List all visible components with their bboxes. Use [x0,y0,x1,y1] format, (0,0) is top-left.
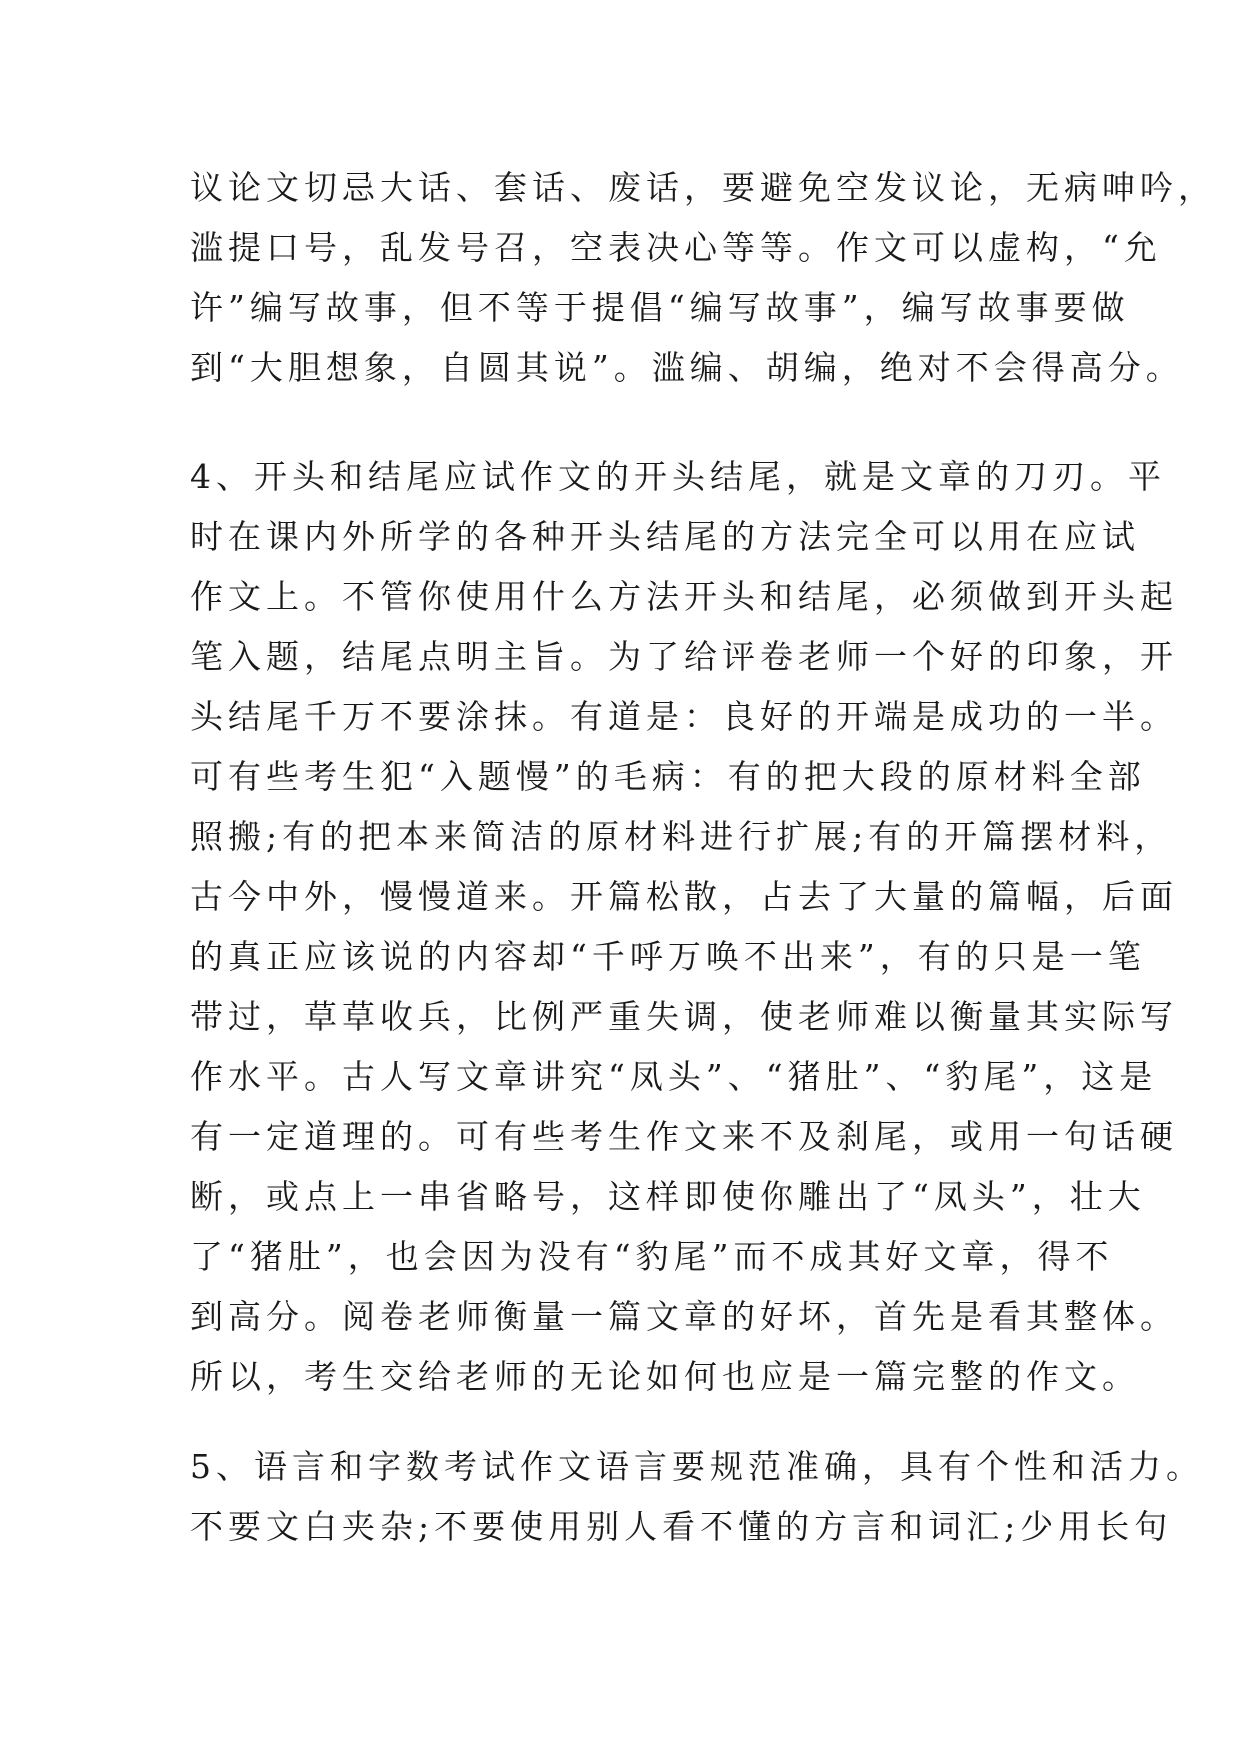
text-line: 不要文白夹杂;不要使用别人看不懂的方言和词汇;少用长句 [190,1507,1173,1546]
text-line: 4、开头和结尾应试作文的开头结尾，就是文章的刀刃。平 [190,457,1166,496]
text-line: 的真正应该说的内容却“千呼万唤不出来”，有的只是一笔 [190,937,1146,976]
text-line: 带过，草草收兵，比例严重失调，使老师难以衡量其实际写 [190,997,1178,1036]
text-line: 时在课内外所学的各种开头结尾的方法完全可以用在应试 [190,517,1140,556]
text-line: 有一定道理的。可有些考生作文来不及刹尾，或用一句话硬 [190,1117,1178,1156]
text-line: 作文上。不管你使用什么方法开头和结尾，必须做到开头起 [190,577,1178,616]
text-line: 到“大胆想象，自圆其说”。滥编、胡编，绝对不会得高分。 [190,348,1184,387]
text-line: 可有些考生犯“入题慢”的毛病：有的把大段的原材料全部 [190,757,1146,796]
text-line: 笔入题，结尾点明主旨。为了给评卷老师一个好的印象，开 [190,637,1178,676]
text-line: 头结尾千万不要涂抹。有道是：良好的开端是成功的一半。 [190,697,1178,736]
text-line: 滥提口号，乱发号召，空表决心等等。作文可以虚构，“允 [190,228,1162,267]
text-line: 议论文切忌大话、套话、废话，要避免空发议论，无病呻吟， [190,168,1216,207]
paragraph-essay-cautions [190,158,1216,398]
text-line: 断，或点上一串省略号，这样即使你雕出了“凤头”，壮大 [190,1177,1146,1216]
text-line: 了“猪肚”，也会因为没有“豹尾”而不成其好文章，得不 [190,1237,1114,1276]
text-line: 到高分。阅卷老师衡量一篇文章的好坏，首先是看其整体。 [190,1297,1178,1336]
text-line: 古今中外，慢慢道来。开篇松散，占去了大量的篇幅，后面 [190,877,1178,916]
text-line: 照搬;有的把本来简洁的原材料进行扩展;有的开篇摆材料， [190,817,1173,856]
text-line: 所以，考生交给老师的无论如何也应是一篇完整的作文。 [190,1357,1140,1396]
paragraph-opening-and-ending [190,447,1178,1407]
paragraph-language-and-word-count [190,1437,1204,1557]
text-line: 作水平。古人写文章讲究“凤头”、“猪肚”、“豹尾”，这是 [190,1057,1158,1096]
text-line: 许”编写故事，但不等于提倡“编写故事”，编写故事要做 [190,288,1130,327]
text-line: 5、语言和字数考试作文语言要规范准确，具有个性和活力。 [190,1447,1204,1486]
